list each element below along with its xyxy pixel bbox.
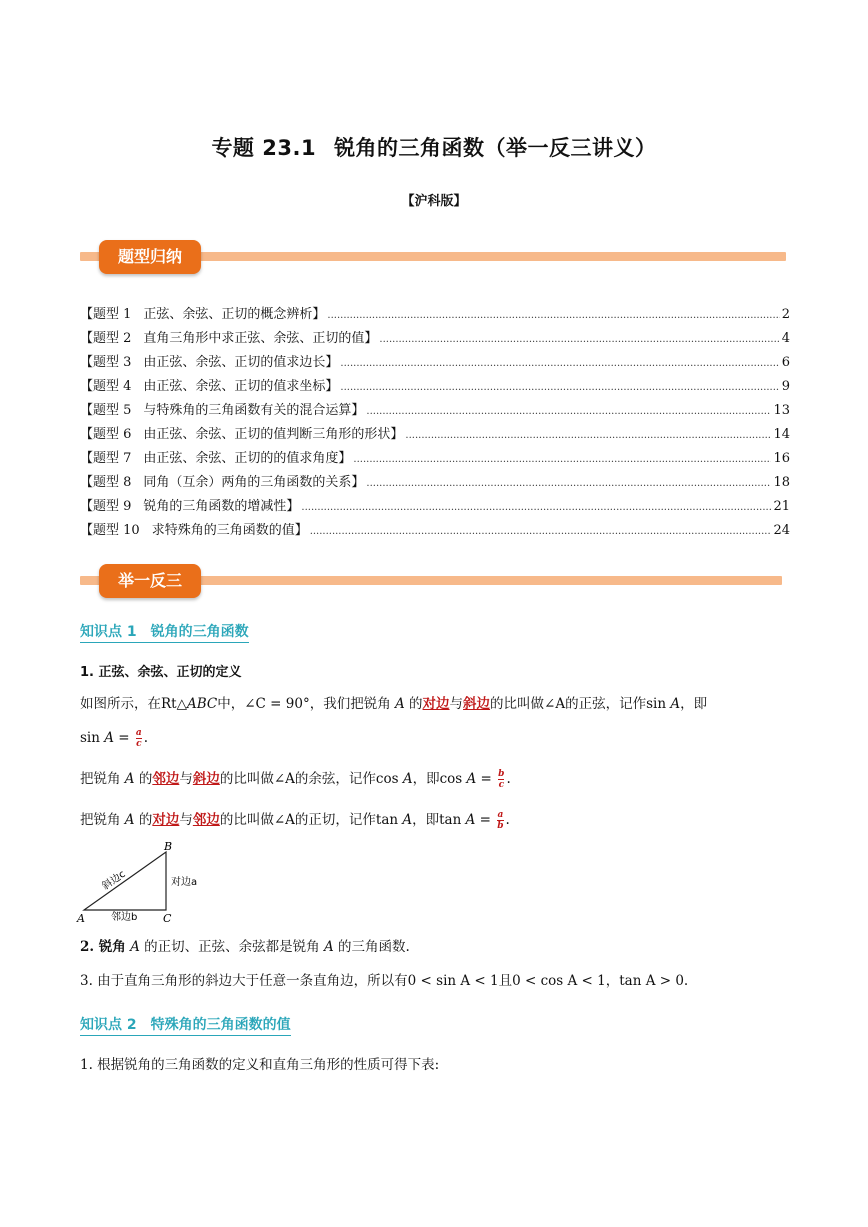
edition-label: 【沪科版】	[401, 194, 467, 209]
toc-entry[interactable]	[80, 304, 790, 326]
toc-entry[interactable]	[80, 496, 790, 518]
right-triangle-figure	[74, 838, 214, 930]
knowledge-point-1-heading	[80, 621, 249, 643]
toc-entry-title: 与特殊角的三角函数有关的混合运算】	[143, 403, 365, 418]
knowledge-point-number: 知识点 2	[80, 1017, 137, 1033]
knowledge-point-title: 锐角的三角函数	[150, 624, 249, 640]
toc-entry[interactable]	[80, 400, 790, 422]
toc-entry[interactable]	[80, 520, 790, 542]
toc-leader-dots	[366, 400, 771, 423]
point-2-text: 2. 锐角 A 的正切、正弦、余弦都是锐角 A 的三角函数.	[80, 939, 410, 955]
title-number: 专题 23.1	[211, 136, 317, 160]
section-tab-question-types: 题型归纳	[99, 240, 201, 274]
adjacent-side-label: 邻边b	[111, 912, 138, 923]
keyword-opposite: 对边	[422, 696, 450, 712]
toc-entry-title: 直角三角形中求正弦、余弦、正切的值】	[143, 331, 378, 346]
keyword-hypotenuse: 斜边	[192, 771, 220, 787]
toc-entry-label	[80, 352, 338, 374]
toc-entry-title: 由正弦、余弦、正切的的值求角度】	[143, 451, 352, 466]
toc-entry-label	[80, 400, 364, 422]
toc-page-number: 21	[773, 499, 790, 514]
triangle-shape	[84, 852, 166, 910]
opposite-side-label: 对边a	[171, 877, 198, 888]
toc-page-number: 9	[781, 379, 790, 394]
keyword-opposite: 对边	[152, 812, 180, 828]
section-tab-examples: 举一反三	[99, 564, 201, 598]
toc-leader-dots	[301, 496, 771, 519]
keyword-adjacent: 邻边	[152, 771, 180, 787]
toc-entry-label	[80, 496, 299, 518]
toc-leader-dots	[340, 376, 779, 399]
special-angles-intro: 1. 根据锐角的三角函数的定义和直角三角形的性质可得下表:	[80, 1057, 440, 1073]
toc-entry[interactable]	[80, 424, 790, 446]
sine-formula: sin A = $\frac{a}{c}$ .	[80, 728, 149, 749]
toc-entry-tag: 【题型 1	[80, 307, 132, 322]
title-text: 锐角的三角函数（举一反三讲义）	[334, 136, 657, 160]
toc-entry-title: 正弦、余弦、正切的概念辨析】	[143, 307, 326, 322]
toc-leader-dots	[310, 520, 772, 543]
point-3-text: 3. 由于直角三角形的斜边大于任意一条直角边，所以有0 < sin A < 1且0 < cos A < 1，tan A > 0.	[80, 973, 689, 989]
toc-leader-dots	[340, 352, 779, 375]
knowledge-point-2-heading	[80, 1014, 291, 1036]
toc-entry-title: 由正弦、余弦、正切的值求边长】	[143, 355, 339, 370]
toc-entry-label	[80, 448, 351, 470]
toc-page-number: 18	[773, 475, 790, 490]
toc-leader-dots	[405, 424, 771, 447]
toc-entry[interactable]	[80, 328, 790, 350]
toc-entry-tag: 【题型 8	[80, 475, 132, 490]
toc-entry-label	[80, 520, 308, 542]
toc-page-number: 2	[781, 307, 790, 322]
toc-entry-title: 由正弦、余弦、正切的值求坐标】	[143, 379, 339, 394]
toc-entry-title: 锐角的三角函数的增减性】	[143, 499, 300, 514]
toc-entry-tag: 【题型 3	[80, 355, 132, 370]
toc-leader-dots	[327, 304, 779, 327]
definition-heading: 1. 正弦、余弦、正切的定义	[80, 665, 242, 680]
toc-leader-dots	[379, 328, 779, 351]
toc-page-number: 14	[773, 427, 790, 442]
tangent-definition-line: 把锐角 A 的对边与邻边的比叫做∠A的正切，记作tan A，即tan A = $\frac{a}{b}$ .	[80, 810, 510, 831]
toc-entry-tag: 【题型 2	[80, 331, 132, 346]
vertex-label-c: C	[163, 912, 172, 925]
toc-entry[interactable]	[80, 448, 790, 470]
toc-entry-tag: 【题型 5	[80, 403, 132, 418]
toc-page-number: 4	[781, 331, 790, 346]
toc-entry-title: 由正弦、余弦、正切的值判断三角形的形状】	[143, 427, 404, 442]
toc-entry-label	[80, 376, 338, 398]
toc-leader-dots	[353, 448, 771, 471]
toc-entry[interactable]	[80, 472, 790, 494]
hypotenuse-label: 斜边c	[100, 868, 128, 893]
sine-definition-line: 如图所示，在Rt△ABC中，∠C = 90°，我们把锐角 A 的对边与斜边的比叫做∠A的正弦，记作sin A，即	[80, 696, 708, 712]
toc-entry[interactable]	[80, 376, 790, 398]
toc-entry[interactable]	[80, 352, 790, 374]
toc-entry-tag: 【题型 4	[80, 379, 132, 394]
knowledge-point-title: 特殊角的三角函数的值	[150, 1017, 291, 1033]
toc-entry-label	[80, 328, 377, 350]
toc-page-number: 6	[781, 355, 790, 370]
toc-page-number: 16	[773, 451, 790, 466]
knowledge-point-number: 知识点 1	[80, 624, 137, 640]
toc-page-number: 24	[773, 523, 790, 538]
fraction: $\frac{a}{b}$	[497, 810, 504, 831]
toc-entry-label	[80, 472, 364, 494]
toc-entry-label	[80, 304, 325, 326]
page-title	[0, 132, 868, 162]
toc-entry-tag: 【题型 7	[80, 451, 132, 466]
cosine-definition-line: 把锐角 A 的邻边与斜边的比叫做∠A的余弦，记作cos A，即cos A = $\frac{b}{c}$ .	[80, 769, 511, 790]
vertex-label-b: B	[164, 840, 173, 853]
keyword-adjacent: 邻边	[192, 812, 220, 828]
toc-entry-label	[80, 424, 403, 446]
toc-entry-title: 同角（互余）两角的三角函数的关系】	[143, 475, 365, 490]
fraction: $\frac{b}{c}$	[498, 769, 505, 790]
toc-page-number: 13	[773, 403, 790, 418]
toc-entry-title: 求特殊角的三角函数的值】	[151, 523, 308, 538]
fraction: $\frac{a}{c}$	[135, 728, 142, 749]
toc-entry-tag: 【题型 10	[80, 523, 140, 538]
toc-leader-dots	[366, 472, 771, 495]
toc-entry-tag: 【题型 6	[80, 427, 132, 442]
toc-entry-tag: 【题型 9	[80, 499, 132, 514]
keyword-hypotenuse: 斜边	[463, 696, 491, 712]
vertex-label-a: A	[77, 912, 85, 925]
